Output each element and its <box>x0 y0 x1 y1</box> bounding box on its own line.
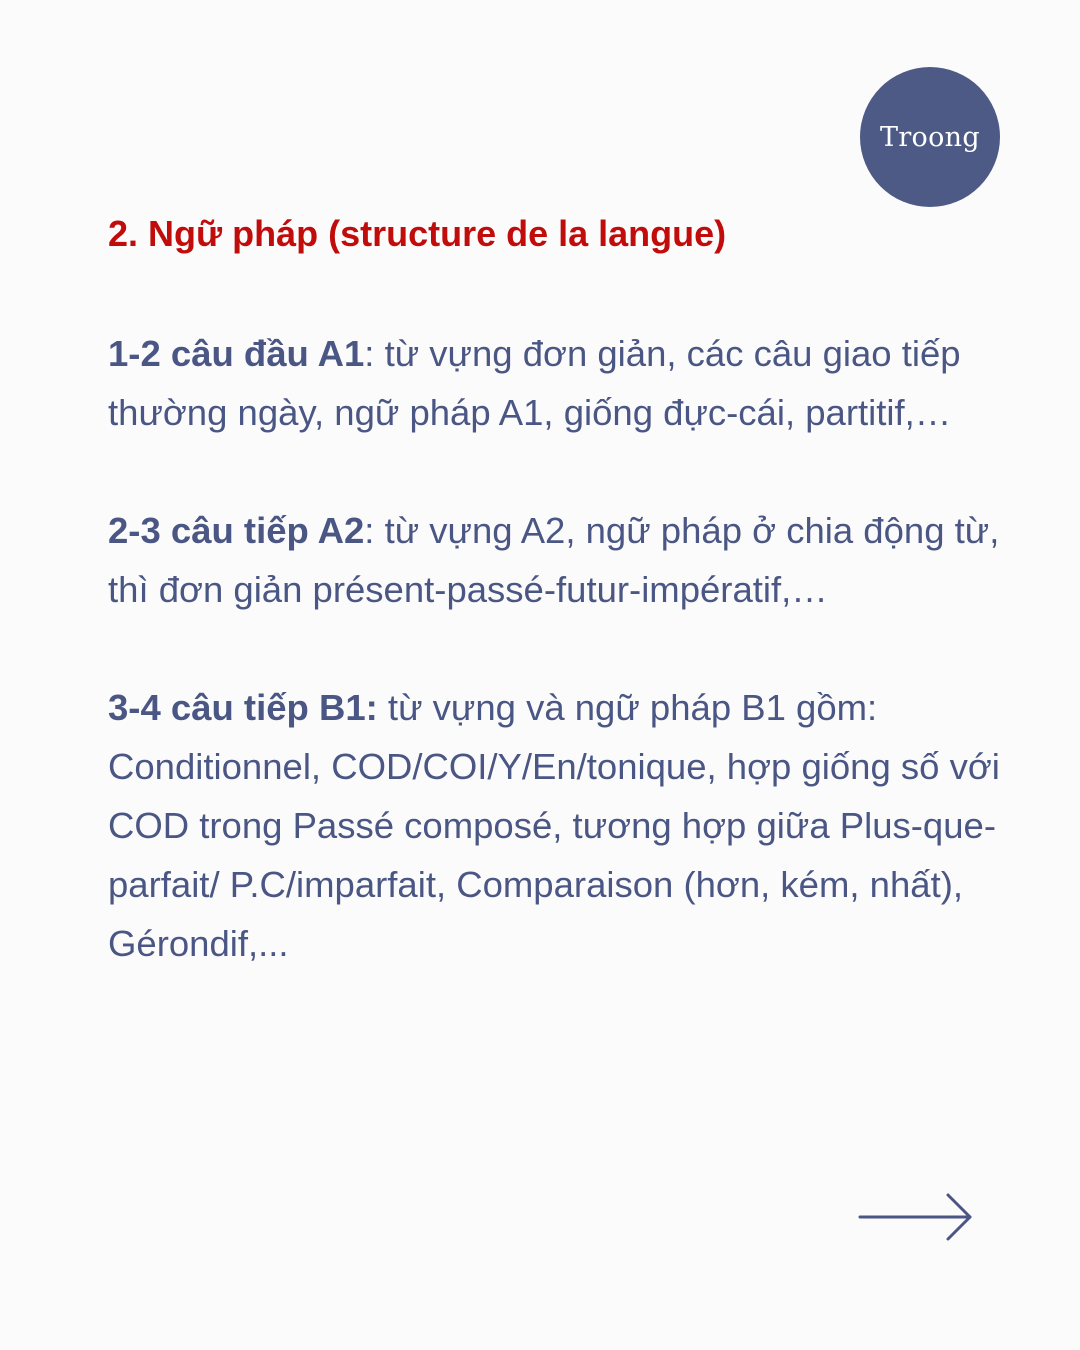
section-heading: 2. Ngữ pháp (structure de la langue) <box>108 213 727 254</box>
level-a2-lead: 2-3 câu tiếp A2 <box>108 510 365 551</box>
level-a2-body: : từ vựng A2, ngữ pháp ở chia động từ, thì đơn giản présent-passé-futur-impératif,… <box>108 510 1000 610</box>
main-content <box>108 206 1038 1032</box>
brand-badge-text: Troong <box>880 121 980 153</box>
brand-badge <box>860 67 1000 207</box>
level-a1-lead: 1-2 câu đầu A1 <box>108 333 365 374</box>
level-a1-paragraph <box>108 324 1038 442</box>
level-b1-body: từ vựng và ngữ pháp B1 gồm: Conditionnel, COD/COI/Y/En/tonique, hợp giống số với COD trong Passé composé, tương hợp giữa Plus-que-parfait/ P.C/imparfait, Comparaison (hơn, kém, nhất), Gérondif,... <box>108 687 1000 964</box>
level-b1-paragraph <box>108 678 1038 973</box>
level-a1-body: : từ vựng đơn giản, các câu giao tiếp thường ngày, ngữ pháp A1, giống đực-cái, partitif,… <box>108 333 961 433</box>
level-a2-paragraph <box>108 501 1038 619</box>
arrow-right-icon[interactable] <box>858 1192 976 1242</box>
level-b1-lead: 3-4 câu tiếp B1: <box>108 687 378 728</box>
